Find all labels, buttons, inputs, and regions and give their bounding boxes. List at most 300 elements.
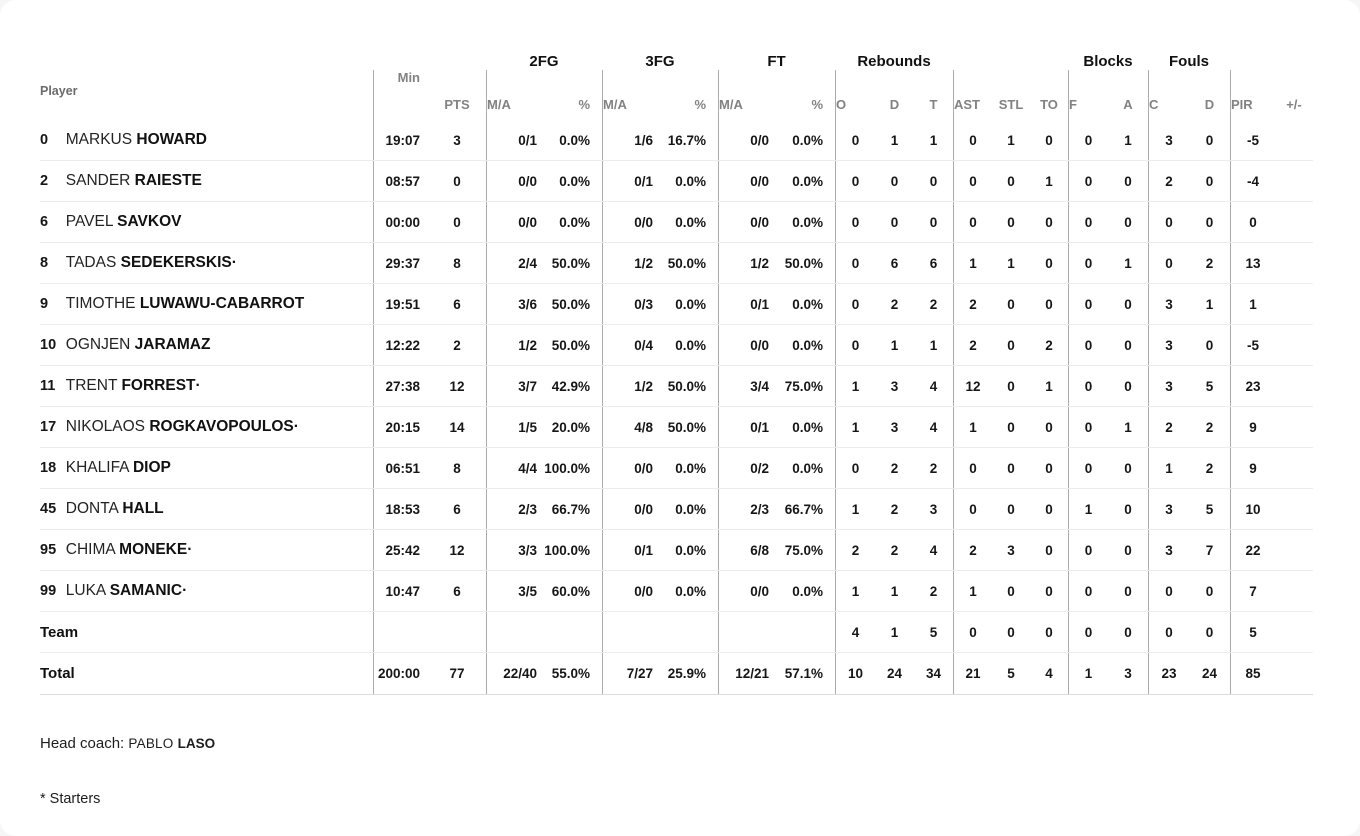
cell-stl: 0 [1007, 296, 1015, 312]
cell-f: 0 [1068, 448, 1108, 488]
player-name[interactable] [66, 377, 201, 394]
cell-fg3pct: 50.0% [667, 255, 706, 271]
player-last-name: MONEKE [119, 541, 188, 558]
cell-ftma: 0/0 [718, 325, 773, 365]
cell-min: 18:53 [373, 489, 428, 529]
cell-fg2pct: 42.9% [551, 378, 590, 394]
cell-fg2ma: 1/5 [486, 407, 541, 447]
starter-mark: · [187, 541, 193, 558]
col-header-pir: PIR [1230, 70, 1275, 120]
cell-fg2pct: 0.0% [559, 173, 590, 189]
player-cell [40, 500, 373, 518]
cell-a: 0 [1124, 378, 1132, 394]
col-header-foul-c: C [1148, 70, 1189, 120]
cell-t: 6 [929, 255, 938, 271]
player-first-name: MARKUS [65, 131, 137, 148]
cell-t: 4 [929, 419, 938, 435]
cell-ast: 1 [953, 571, 992, 611]
box-score-table [40, 44, 1313, 695]
player-number: 99 [40, 583, 57, 599]
player-number: 2 [40, 173, 49, 189]
cell-o: 1 [835, 407, 875, 447]
cell-ftpct: 0.0% [792, 214, 823, 230]
cell-d: 2 [890, 542, 899, 558]
cell-f: 0 [1068, 407, 1108, 447]
cell-o: 0 [835, 325, 875, 365]
player-cell [40, 541, 373, 559]
player-cell [40, 131, 373, 149]
player-number: 95 [40, 542, 57, 558]
cell-ast: 0 [953, 489, 992, 529]
cell-fg3pct: 16.7% [667, 132, 706, 148]
cell-d: 2 [890, 460, 899, 476]
cell-a: 0 [1124, 296, 1132, 312]
cell-d: 3 [890, 419, 899, 435]
cell-fg2pct: 0.0% [559, 132, 590, 148]
cell-o: 0 [835, 161, 875, 201]
cell-pir: -4 [1230, 161, 1275, 201]
cell-ast: 1 [953, 407, 992, 447]
player-row [40, 530, 1313, 571]
col-header-plus-minus: +/- [1286, 97, 1302, 112]
starter-mark: · [182, 582, 188, 599]
cell-dpf: 5 [1205, 501, 1214, 517]
cell-o: 0 [835, 284, 875, 324]
player-first-name: SANDER [65, 172, 135, 189]
player-cell [40, 172, 373, 190]
cell-ftma: 0/2 [718, 448, 773, 488]
cell-o: 0 [835, 120, 875, 160]
cell-t: 2 [929, 583, 938, 599]
cell-pts: 0 [453, 214, 461, 230]
cell-to: 0 [1045, 542, 1053, 558]
player-row [40, 366, 1313, 407]
player-cell [40, 582, 373, 600]
col-header-reb-o: O [835, 70, 875, 120]
player-name[interactable] [66, 172, 202, 189]
cell-o: 0 [835, 202, 875, 242]
player-first-name: CHIMA [65, 541, 120, 558]
starters-footnote: * Starters [40, 791, 101, 807]
cell-fg2pct: 50.0% [551, 296, 590, 312]
coach-last-name: LASO [177, 736, 216, 751]
cell-min: 00:00 [373, 202, 428, 242]
player-first-name: KHALIFA [65, 459, 133, 476]
player-name[interactable] [66, 582, 187, 599]
head-coach-label: Head coach: [40, 735, 125, 752]
cell-fg2ma: 2/3 [486, 489, 541, 529]
cell-t: 4 [929, 542, 938, 558]
player-row [40, 284, 1313, 325]
cell-d: 1 [890, 132, 899, 148]
cell-ftma [718, 612, 773, 652]
cell-fg2ma [486, 612, 541, 652]
cell-min: 08:57 [373, 161, 428, 201]
cell-min [373, 612, 428, 652]
cell-a: 0 [1124, 501, 1132, 517]
cell-ast: 1 [953, 243, 992, 283]
cell-pts: 3 [453, 132, 461, 148]
player-name[interactable] [66, 336, 211, 353]
cell-a: 0 [1124, 542, 1132, 558]
cell-o: 10 [835, 653, 875, 694]
cell-d: 2 [890, 501, 899, 517]
cell-f: 0 [1068, 120, 1108, 160]
player-name[interactable] [66, 131, 207, 148]
cell-t: 34 [925, 666, 942, 681]
cell-ast: 2 [953, 530, 992, 570]
cell-dpf: 0 [1205, 337, 1214, 353]
cell-c: 3 [1148, 120, 1189, 160]
cell-ftpct: 0.0% [792, 583, 823, 599]
cell-dpf: 1 [1205, 296, 1214, 312]
cell-f: 0 [1068, 202, 1108, 242]
cell-fg3ma: 1/2 [602, 366, 657, 406]
cell-pts: 12 [449, 378, 465, 394]
cell-ftma: 0/0 [718, 120, 773, 160]
cell-fg3pct: 0.0% [675, 214, 706, 230]
cell-a: 0 [1124, 214, 1132, 230]
cell-pts: 12 [449, 542, 465, 558]
starter-mark: · [195, 377, 201, 394]
player-last-name: SAMANIC [109, 582, 183, 599]
cell-ftpct: 75.0% [784, 378, 823, 394]
cell-to: 0 [1045, 460, 1053, 476]
cell-ftma: 0/0 [718, 202, 773, 242]
cell-c: 23 [1148, 653, 1189, 694]
cell-pts: 0 [453, 173, 461, 189]
cell-t: 1 [929, 132, 938, 148]
cell-fg3pct: 0.0% [675, 296, 706, 312]
cell-to: 4 [1045, 666, 1053, 681]
player-last-name: LUWAWU-CABARROT [139, 295, 305, 312]
player-number: 0 [40, 132, 49, 148]
cell-ftpct: 50.0% [784, 255, 823, 271]
cell-min: 25:42 [373, 530, 428, 570]
cell-fg3pct: 0.0% [675, 173, 706, 189]
cell-fg3pct: 0.0% [675, 542, 706, 558]
cell-f: 1 [1068, 653, 1108, 694]
cell-min: 29:37 [373, 243, 428, 283]
cell-stl: 3 [1007, 542, 1015, 558]
cell-c: 0 [1148, 571, 1189, 611]
player-first-name: TIMOTHE [65, 295, 140, 312]
cell-fg2ma: 2/4 [486, 243, 541, 283]
cell-fg3pct: 0.0% [675, 460, 706, 476]
cell-c: 3 [1148, 284, 1189, 324]
player-number: 8 [40, 255, 49, 271]
cell-a: 1 [1124, 255, 1132, 271]
player-number: 11 [40, 378, 56, 394]
cell-pts: 14 [449, 419, 465, 435]
cell-stl: 0 [1007, 419, 1015, 435]
player-last-name: RAIESTE [134, 172, 202, 189]
cell-stl: 0 [1007, 460, 1015, 476]
player-last-name: DIOP [132, 459, 171, 476]
cell-c: 3 [1148, 530, 1189, 570]
col-group-2fg: 2FG [529, 53, 559, 70]
cell-fg3ma: 0/4 [602, 325, 657, 365]
cell-o: 0 [835, 243, 875, 283]
cell-t: 4 [929, 378, 938, 394]
cell-ftpct: 57.1% [784, 666, 823, 681]
col-header-reb-t: T [929, 97, 938, 112]
head-coach-line [40, 735, 1360, 752]
cell-fg2pct: 50.0% [551, 255, 590, 271]
cell-min: 27:38 [373, 366, 428, 406]
player-last-name: HALL [122, 500, 164, 517]
cell-pir: -5 [1230, 120, 1275, 160]
cell-d: 1 [890, 583, 899, 599]
cell-fg3ma: 0/0 [602, 448, 657, 488]
player-cell [40, 418, 373, 436]
col-group-rebounds: Rebounds [857, 53, 931, 70]
cell-c: 0 [1148, 612, 1189, 652]
cell-min: 10:47 [373, 571, 428, 611]
col-group-3fg: 3FG [645, 53, 675, 70]
player-row [40, 571, 1313, 612]
cell-ftma: 0/1 [718, 284, 773, 324]
cell-ftpct: 0.0% [792, 337, 823, 353]
cell-fg3ma: 1/6 [602, 120, 657, 160]
cell-ftpct: 0.0% [792, 460, 823, 476]
cell-dpf: 0 [1205, 583, 1214, 599]
cell-pir: 9 [1230, 407, 1275, 447]
cell-pts: 2 [453, 337, 461, 353]
player-cell [40, 295, 373, 313]
cell-dpf: 7 [1205, 542, 1214, 558]
player-row [40, 243, 1313, 284]
player-first-name: DONTA [65, 500, 123, 517]
cell-to: 1 [1045, 173, 1053, 189]
cell-dpf: 5 [1205, 378, 1214, 394]
cell-a: 0 [1124, 624, 1132, 640]
cell-ftma: 0/0 [718, 161, 773, 201]
cell-t: 1 [929, 337, 938, 353]
col-group-fouls: Fouls [1169, 53, 1209, 70]
cell-o: 4 [835, 612, 875, 652]
cell-t: 3 [929, 501, 938, 517]
cell-dpf: 24 [1201, 666, 1218, 681]
cell-dpf: 2 [1205, 419, 1214, 435]
coach-first-name: PABLO [128, 736, 174, 751]
cell-pir: 5 [1230, 612, 1275, 652]
player-name[interactable] [66, 500, 164, 517]
cell-ast: 12 [953, 366, 992, 406]
cell-min: 20:15 [373, 407, 428, 447]
cell-fg3pct: 50.0% [667, 419, 706, 435]
player-last-name: HOWARD [136, 131, 207, 148]
cell-stl: 0 [1007, 337, 1015, 353]
col-header-blk-f: F [1068, 70, 1108, 120]
player-name[interactable] [66, 418, 299, 435]
cell-fg3ma: 1/2 [602, 243, 657, 283]
col-header-player: Player [40, 84, 78, 98]
cell-f: 0 [1068, 325, 1108, 365]
cell-t: 0 [929, 173, 938, 189]
player-first-name: PAVEL [65, 213, 118, 230]
player-last-name: SEDEKERSKIS [120, 254, 232, 271]
cell-c: 2 [1148, 407, 1189, 447]
cell-fg2ma: 3/5 [486, 571, 541, 611]
cell-ftpct: 0.0% [792, 296, 823, 312]
cell-t: 0 [929, 214, 938, 230]
cell-fg2pct: 66.7% [551, 501, 590, 517]
starter-mark: · [231, 254, 237, 271]
cell-fg3pct: 0.0% [675, 501, 706, 517]
cell-min: 06:51 [373, 448, 428, 488]
team-row [40, 612, 1313, 653]
cell-pir: 10 [1230, 489, 1275, 529]
cell-to: 2 [1045, 337, 1053, 353]
cell-a: 0 [1124, 173, 1132, 189]
cell-fg3ma: 7/27 [602, 653, 657, 694]
cell-fg2pct: 50.0% [551, 337, 590, 353]
cell-stl: 1 [1007, 132, 1015, 148]
cell-fg3ma: 0/0 [602, 489, 657, 529]
cell-pir: -5 [1230, 325, 1275, 365]
total-label: Total [40, 665, 75, 682]
cell-d: 1 [890, 337, 899, 353]
cell-ftpct: 0.0% [792, 173, 823, 189]
total-row [40, 653, 1313, 695]
player-first-name: OGNJEN [65, 336, 135, 353]
cell-c: 3 [1148, 325, 1189, 365]
col-header-3fg-pct: % [694, 97, 706, 112]
col-header-stl: STL [998, 97, 1024, 112]
cell-stl: 0 [1007, 173, 1015, 189]
player-name[interactable] [66, 295, 305, 312]
cell-fg2pct: 20.0% [551, 419, 590, 435]
col-group-ft: FT [767, 53, 786, 70]
cell-dpf: 0 [1205, 624, 1214, 640]
cell-ftma: 2/3 [718, 489, 773, 529]
cell-fg2ma: 3/7 [486, 366, 541, 406]
cell-fg2ma: 4/4 [486, 448, 541, 488]
cell-a: 1 [1124, 419, 1132, 435]
cell-fg2pct: 60.0% [551, 583, 590, 599]
cell-stl: 0 [1007, 501, 1015, 517]
player-name[interactable] [66, 213, 182, 230]
cell-stl: 5 [1007, 666, 1015, 681]
col-header-ast: AST [953, 70, 992, 120]
player-row [40, 120, 1313, 161]
col-header-ft-pct: % [811, 97, 823, 112]
cell-dpf: 0 [1205, 214, 1214, 230]
cell-ast: 0 [953, 120, 992, 160]
player-row [40, 325, 1313, 366]
cell-a: 1 [1124, 132, 1132, 148]
cell-fg2ma: 22/40 [486, 653, 541, 694]
player-cell [40, 254, 373, 272]
cell-o: 1 [835, 489, 875, 529]
cell-dpf: 0 [1205, 132, 1214, 148]
player-row [40, 448, 1313, 489]
cell-pir: 0 [1230, 202, 1275, 242]
starter-mark: · [293, 418, 299, 435]
cell-pir: 1 [1230, 284, 1275, 324]
cell-to: 0 [1045, 296, 1053, 312]
cell-ast: 0 [953, 161, 992, 201]
col-header-reb-d: D [889, 97, 900, 112]
player-last-name: FORREST [121, 377, 196, 394]
cell-d: 0 [890, 214, 899, 230]
cell-fg3pct: 0.0% [675, 583, 706, 599]
player-number: 17 [40, 419, 57, 435]
player-cell [40, 459, 373, 477]
player-name[interactable] [66, 459, 171, 476]
cell-fg3ma: 0/0 [602, 571, 657, 611]
cell-ftma: 6/8 [718, 530, 773, 570]
cell-o: 1 [835, 571, 875, 611]
cell-stl: 0 [1007, 214, 1015, 230]
cell-fg3pct: 25.9% [667, 666, 706, 681]
player-number: 18 [40, 460, 57, 476]
cell-stl: 0 [1007, 624, 1015, 640]
col-header-2fg-ma: M/A [486, 70, 541, 120]
cell-ftpct: 0.0% [792, 132, 823, 148]
cell-to: 0 [1045, 132, 1053, 148]
cell-fg3ma [602, 612, 657, 652]
cell-f: 0 [1068, 161, 1108, 201]
player-number: 9 [40, 296, 49, 312]
cell-f: 0 [1068, 284, 1108, 324]
cell-t: 2 [929, 460, 938, 476]
col-header-2fg-pct: % [578, 97, 590, 112]
player-last-name: JARAMAZ [134, 336, 211, 353]
cell-pts: 8 [453, 255, 461, 271]
col-header-to: TO [1040, 97, 1058, 112]
cell-fg2pct: 100.0% [544, 460, 590, 476]
player-cell [40, 377, 373, 395]
player-name[interactable] [66, 541, 193, 558]
cell-d: 2 [890, 296, 899, 312]
col-header-3fg-ma: M/A [602, 70, 657, 120]
player-first-name: NIKOLAOS [65, 418, 150, 435]
cell-pts: 6 [453, 296, 461, 312]
cell-fg2ma: 3/3 [486, 530, 541, 570]
cell-to: 0 [1045, 624, 1053, 640]
cell-pts: 6 [453, 583, 461, 599]
cell-fg2pct: 55.0% [551, 666, 590, 681]
cell-f: 0 [1068, 366, 1108, 406]
player-cell [40, 336, 373, 354]
player-first-name: TRENT [65, 377, 122, 394]
player-name[interactable] [66, 254, 237, 271]
cell-pir: 85 [1230, 653, 1275, 694]
cell-to: 0 [1045, 214, 1053, 230]
cell-c: 0 [1148, 243, 1189, 283]
cell-a: 0 [1124, 460, 1132, 476]
cell-fg3ma: 0/0 [602, 202, 657, 242]
cell-fg2ma: 0/0 [486, 202, 541, 242]
col-header-blk-a: A [1123, 97, 1133, 112]
col-group-blocks: Blocks [1083, 53, 1133, 70]
cell-c: 1 [1148, 448, 1189, 488]
cell-d: 24 [886, 666, 903, 681]
col-header-pts: PTS [444, 97, 470, 112]
column-group-header-row [40, 44, 1313, 70]
cell-f: 0 [1068, 530, 1108, 570]
cell-c: 3 [1148, 489, 1189, 529]
cell-d: 0 [890, 173, 899, 189]
cell-o: 1 [835, 366, 875, 406]
cell-d: 3 [890, 378, 899, 394]
cell-t: 5 [929, 624, 938, 640]
cell-to: 0 [1045, 501, 1053, 517]
player-cell [40, 213, 373, 231]
cell-fg3ma: 0/3 [602, 284, 657, 324]
